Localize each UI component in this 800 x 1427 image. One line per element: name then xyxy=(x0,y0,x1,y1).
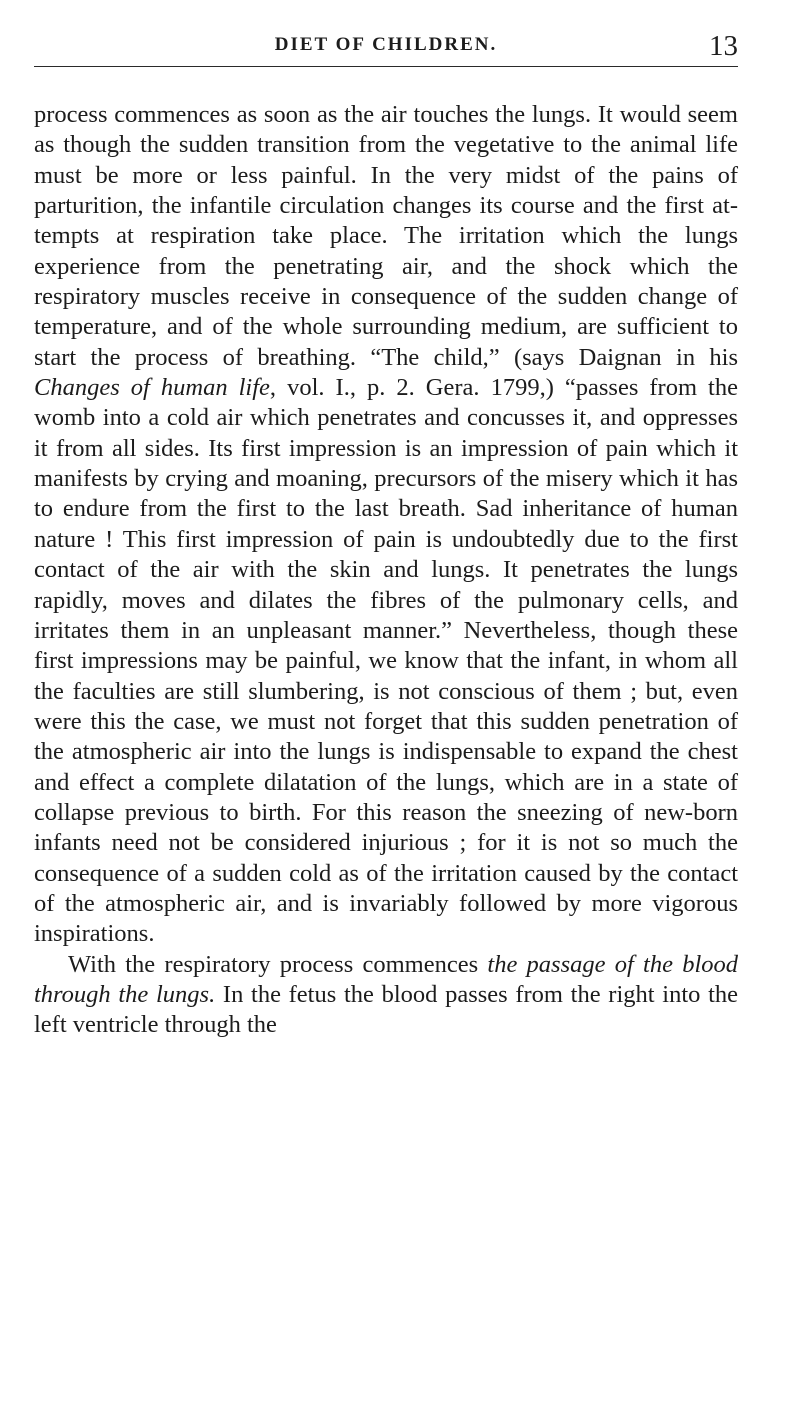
book-title-italic: Changes of human life xyxy=(34,374,270,402)
paragraph-2-text-a: With the respiratory process commences xyxy=(68,950,479,978)
running-title: DIET OF CHILDREN. xyxy=(274,34,498,55)
paragraph-2 xyxy=(34,950,738,1041)
book-page xyxy=(34,0,738,1427)
page-number: 13 xyxy=(709,30,738,62)
paragraph-2-text-b: In the fetus the blood passes from the right into the left ventricle through the xyxy=(34,980,738,1039)
body-text xyxy=(34,100,738,1041)
paragraph-1-text-b: , vol. I., p. 2. Gera. 1799,) “passes from the womb into a cold air which penetrates and concusses it, and oppresses it from all sides. Its first impression is an impression of pain which it manifests by crying and moaning, precursors of the misery which it has to endure from the first to the last breath. Sad inheritance of human nature ! This first impression of pain is undoubtedly due to the first contact of the air with the skin and lungs. It penetrates the lungs rapidly, moves and dilates the fibres of the pulmonary cells, and irritates them in an unpleasant manner.” Nevertheless, though these first impressions may be painful, we know that the infant, in whom all the faculties are still slumbering, is not conscious of them ; but, even were this the case, we must not forget that this sudden penetration of the atmospheric air into the lungs is indispensable to expand the chest and effect a complete dilatation of the lungs, which are in a state of collapse previous to birth. For this reason the sneezing of new-born infants need not be considered injurious ; for it is not so much the consequence of a sudden cold as of the irritation caused by the contact of the atmospheric air, and is invariably followed by more vigorous inspirations. xyxy=(34,374,738,948)
header-rule xyxy=(34,66,738,67)
running-head xyxy=(34,30,738,64)
paragraph-1-text-a: process commences as soon as the air touches the lungs. It would seem as though the sudden transition from the vegetative to the animal life must be more or less painful. In the very midst of the pains of parturition, the infantile circulation changes its course and the first attempts at respiration take place. The irritation which the lungs experience from the penetrating air, and the shock which the respiratory muscles receive in consequence of the sudden change of temperature, and of the whole surrounding medium, are sufficient to start the process of breathing. “The child,” (says Daignan in his xyxy=(34,101,738,371)
paragraph-1 xyxy=(34,100,738,950)
emphasis-italic: the passage of the blood through the lungs. xyxy=(34,950,739,1008)
